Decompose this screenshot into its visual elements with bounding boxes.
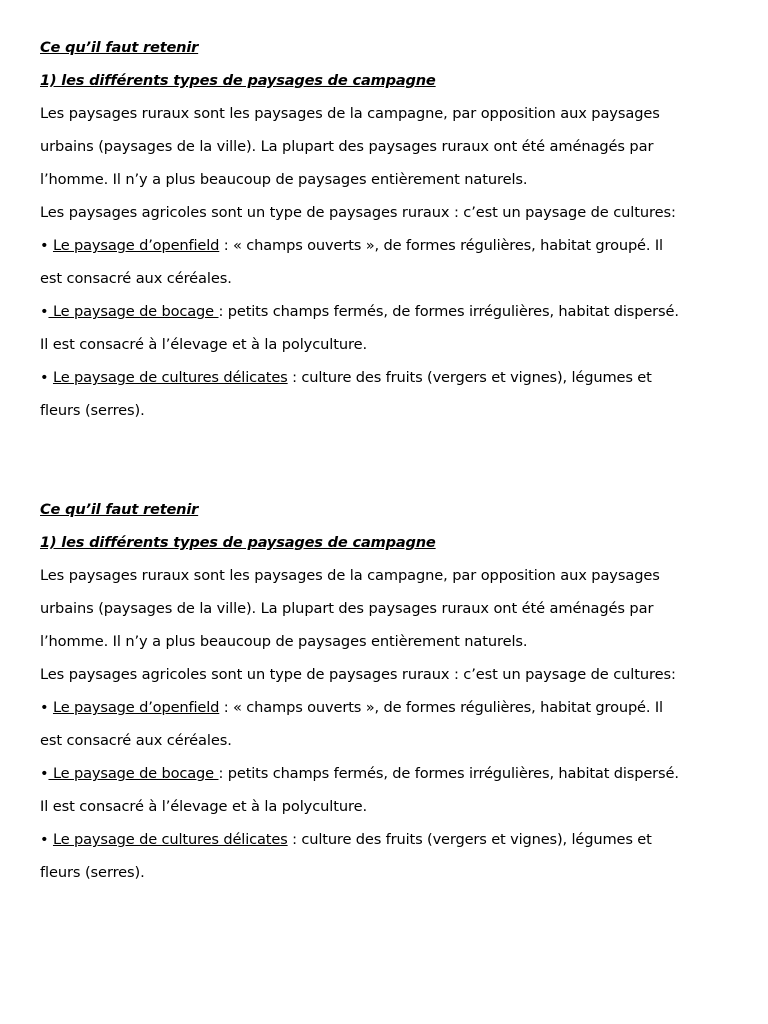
bullet: • xyxy=(40,237,49,254)
bullet: • xyxy=(40,699,49,716)
intro-line: Les paysages ruraux sont les paysages de la campagne, par opposition aux paysages xyxy=(40,105,660,122)
list-item xyxy=(40,828,740,861)
item-description: : « champs ouverts », de formes régulières, habitat groupé. Il xyxy=(219,237,663,254)
item-term: Le paysage de cultures délicates xyxy=(52,831,288,848)
item-description-continued: fleurs (serres). xyxy=(40,864,145,881)
list-item xyxy=(40,234,740,267)
item-term: Le paysage de bocage xyxy=(48,303,219,320)
intro-line: l’homme. Il n’y a plus beaucoup de paysages entièrement naturels. xyxy=(40,171,528,188)
item-description: : culture des fruits (vergers et vignes), légumes et xyxy=(287,369,652,386)
section-subheading: 1) les différents types de paysages de campagne xyxy=(40,534,436,551)
intro-line: l’homme. Il n’y a plus beaucoup de paysages entièrement naturels. xyxy=(40,633,528,650)
item-description-continued: fleurs (serres). xyxy=(40,402,145,419)
section-heading: Ce qu’il faut retenir xyxy=(40,39,199,56)
bullet: • xyxy=(40,369,49,386)
list-item xyxy=(40,366,740,399)
list-item xyxy=(40,762,740,795)
item-description-continued: est consacré aux céréales. xyxy=(40,270,232,287)
item-description: : « champs ouverts », de formes régulières, habitat groupé. Il xyxy=(219,699,663,716)
item-term: Le paysage d’openfield xyxy=(52,699,220,716)
item-description: : culture des fruits (vergers et vignes), légumes et xyxy=(287,831,652,848)
item-description-continued: Il est consacré à l’élevage et à la polyculture. xyxy=(40,336,367,353)
intro-line: urbains (paysages de la ville). La plupart des paysages ruraux ont été aménagés par xyxy=(40,138,654,155)
section-subheading: 1) les différents types de paysages de campagne xyxy=(40,72,436,89)
item-term: Le paysage de cultures délicates xyxy=(52,369,288,386)
list-item xyxy=(40,696,740,729)
item-term: Le paysage de bocage xyxy=(48,765,219,782)
list-item xyxy=(40,300,740,333)
bullet: • xyxy=(40,765,49,782)
item-description: : petits champs fermés, de formes irrégulières, habitat dispersé. xyxy=(218,303,679,320)
section-heading: Ce qu’il faut retenir xyxy=(40,501,199,518)
summary-section xyxy=(40,36,740,432)
intro-line: urbains (paysages de la ville). La plupart des paysages ruraux ont été aménagés par xyxy=(40,600,654,617)
item-description: : petits champs fermés, de formes irrégulières, habitat dispersé. xyxy=(218,765,679,782)
item-description-continued: Il est consacré à l’élevage et à la polyculture. xyxy=(40,798,367,815)
summary-section xyxy=(40,498,740,894)
agricultural-intro-line: Les paysages agricoles sont un type de paysages ruraux : c’est un paysage de cultures: xyxy=(40,204,676,221)
item-term: Le paysage d’openfield xyxy=(52,237,220,254)
agricultural-intro-line: Les paysages agricoles sont un type de paysages ruraux : c’est un paysage de cultures: xyxy=(40,666,676,683)
bullet: • xyxy=(40,831,49,848)
intro-line: Les paysages ruraux sont les paysages de la campagne, par opposition aux paysages xyxy=(40,567,660,584)
item-description-continued: est consacré aux céréales. xyxy=(40,732,232,749)
bullet: • xyxy=(40,303,49,320)
